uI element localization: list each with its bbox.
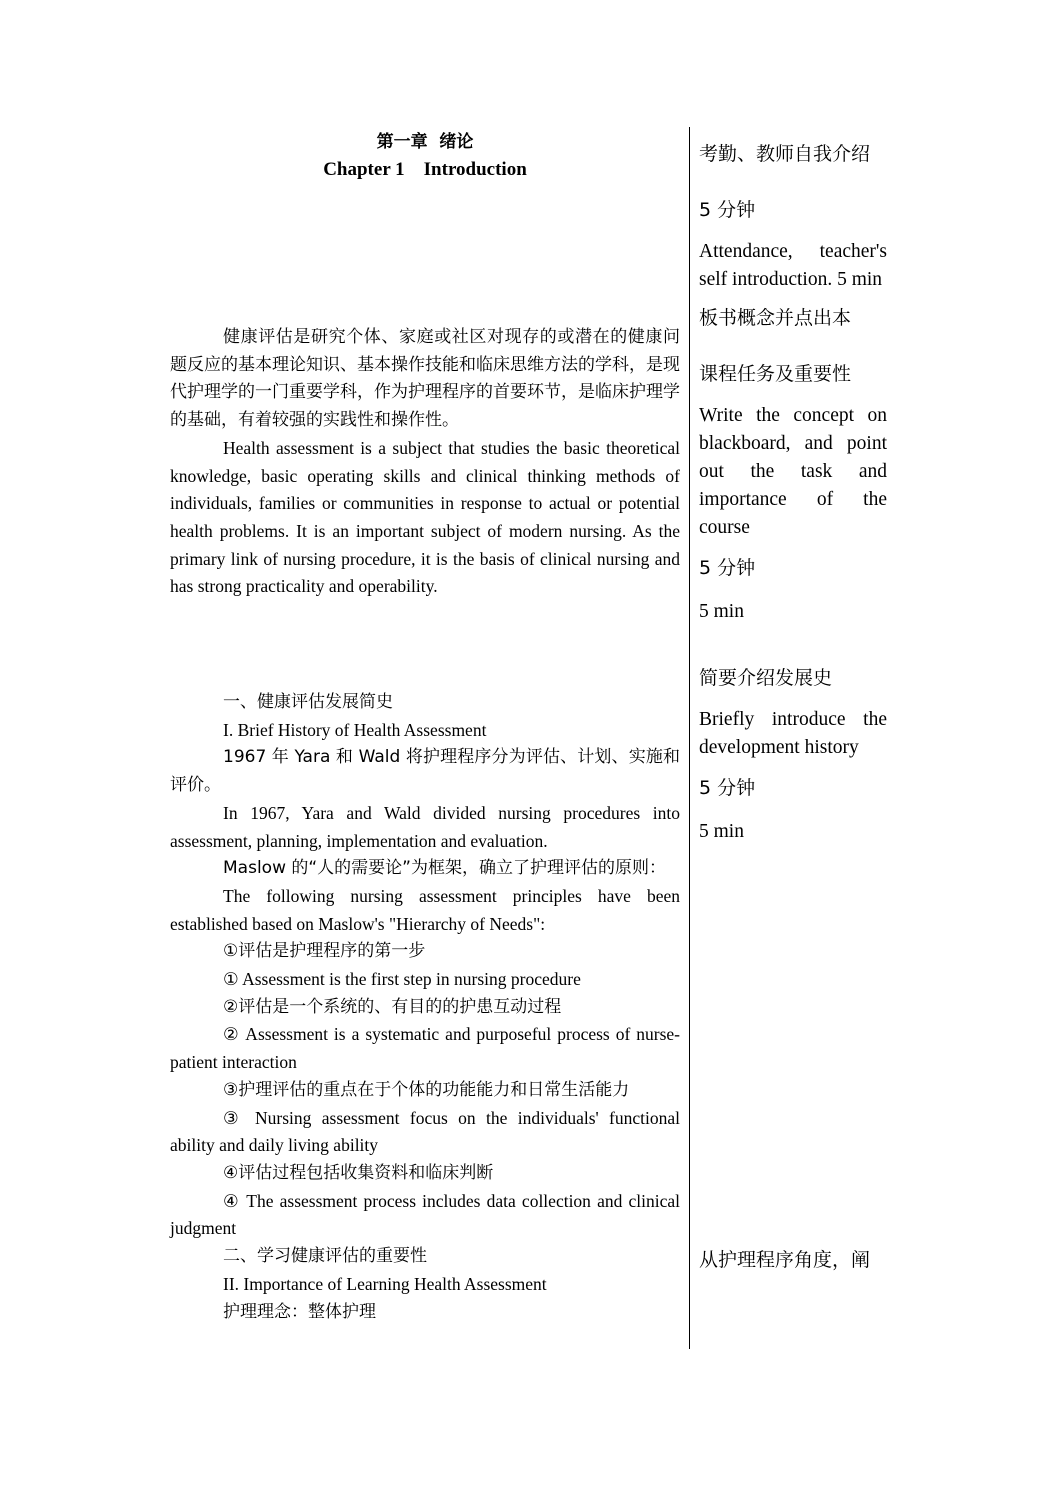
principle-4-cn: ④评估过程包括收集资料和临床判断 — [223, 1162, 494, 1183]
column-divider — [689, 127, 690, 1349]
note-attendance-cn: 考勤、教师自我介绍 — [699, 143, 871, 165]
principle-2-cn: ②评估是一个系统的、有目的的护患互动过程 — [223, 996, 562, 1017]
note-history-time-cn: 5 分钟 — [699, 777, 756, 799]
principle-1-en: ① Assessment is the first step in nursing procedure — [223, 969, 581, 990]
nursing-concept-cn: 护理理念：整体护理 — [223, 1301, 376, 1322]
chapter-title-cn: 第一章 绪论 — [376, 132, 474, 152]
note-concept-time-cn: 5 分钟 — [699, 557, 756, 579]
principle-3-en: ③ Nursing assessment focus on the individuals' functional ability and daily living ability — [170, 1107, 680, 1156]
intro-paragraph-en: Health assessment is a subject that studies the basic theoretical knowledge, basic operating skills and clinical thinking methods of individuals, families or communities in response to actual or potential health problems. It is an important subject of modern nursing. As the primary link of nursing procedure, it is the basis of clinical nursing and has strong practicality and operability. — [170, 437, 680, 597]
main-column — [170, 128, 680, 1326]
note-concept-cn-b: 课程任务及重要性 — [699, 363, 852, 385]
section1-heading-en: I. Brief History of Health Assessment — [223, 719, 487, 740]
section1-heading-cn: 一、健康评估发展简史 — [223, 692, 393, 713]
note-history-cn: 简要介绍发展史 — [699, 667, 833, 689]
maslow-paragraph-cn: Maslow 的“人的需要论”为框架，确立了护理评估的原则： — [223, 858, 666, 879]
principle-4-en: ④ The assessment process includes data collection and clinical judgment — [170, 1190, 680, 1239]
note-importance-cn: 从护理程序角度，阐 — [699, 1249, 871, 1271]
note-concept-en: Write the concept on blackboard, and point out the task and importance of the course — [699, 405, 887, 538]
note-history-en: Briefly introduce the development history — [699, 709, 887, 758]
principle-3-cn: ③护理评估的重点在于个体的功能能力和日常生活能力 — [223, 1079, 630, 1100]
note-attendance-time-cn: 5 分钟 — [699, 199, 756, 221]
intro-paragraph-cn: 健康评估是研究个体、家庭或社区对现存的或潜在的健康问题反应的基本理论知识、基本操作技能和临床思维方法的学科，是现代护理学的一门重要学科，作为护理程序的首要环节，是临床护理学的基础，有着较强的实践性和操作性。 — [170, 327, 680, 431]
chapter-title-en: Chapter 1 Introduction — [323, 159, 527, 180]
notes-column — [699, 128, 887, 1274]
section2-heading-cn: 二、学习健康评估的重要性 — [223, 1246, 427, 1267]
principle-1-cn: ①评估是护理程序的第一步 — [223, 941, 426, 962]
history-paragraph-cn: 1967 年 Yara 和 Wald 将护理程序分为评估、计划、实施和评价。 — [170, 747, 680, 796]
note-concept-cn-a: 板书概念并点出本 — [699, 307, 852, 329]
note-attendance-en: Attendance, teacher's self introduction. 5 min — [699, 241, 887, 290]
history-paragraph-en: In 1967, Yara and Wald divided nursing procedures into assessment, planning, implementation and evaluation. — [170, 802, 680, 851]
note-history-time-en: 5 min — [699, 821, 744, 842]
principle-2-en: ② Assessment is a systematic and purposeful process of nurse-patient interaction — [170, 1024, 680, 1073]
note-concept-time-en: 5 min — [699, 601, 744, 622]
section2-heading-en: II. Importance of Learning Health Assessment — [223, 1273, 547, 1294]
maslow-paragraph-en: The following nursing assessment principles have been established based on Maslow's "Hierarchy of Needs": — [170, 885, 680, 934]
